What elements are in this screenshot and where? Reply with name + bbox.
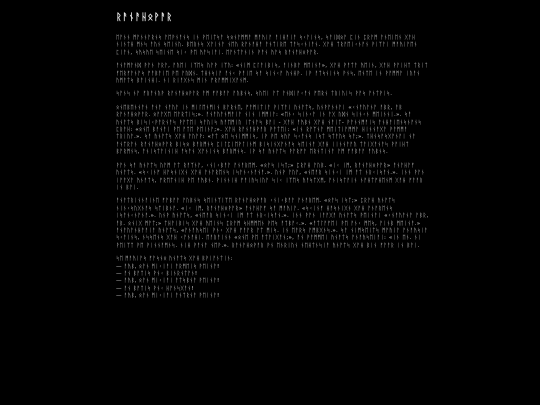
page-title: ᚱᚨᚾᚨᚺᛟᚹᚨᚱ	[116, 12, 173, 23]
paragraph-6: ᚨᚾᚨᛏᚱᛁᚾᚾᚨᛁᚾᛖ ᚠᚨᛒᚨᚨ ᚨᚢᛒᚾᛋ ᛋᛖᛁᚾᛉᛁᛉᛖ ᚱᚨᚾᚨᚺᛟᚹᚨᚱ ᚲᚾᛁᚲᛒᚨᚨ ᚨᚾᚨᚱᛖᛗ. «ᛟᚨᛋ ᛁᛋᛏ;» ᛈᚱᚨᚺ ᚤᚾᚨᛏᛋ ᚾᛁᚾᚲᛋᚢᚷᚾᚨᛋ ᛋᛏᛁᛒᚾᚨ. «ᛁᚲ ᛁᛗ, ᚱᚨᚾᚨᚺᛟᚹᚨᚱ» ᚨᚾᚨᚺᚨᚠ ᛋᚨ ᛗᚨᚤᛁᚨ. «ᛋᚲᛁᚾᚠ ᚺᚨᛋᚾᛁᚷᚾ ᚷᚨᚺ ᚨᚾᚨᚱᛖᚾᛋ ᛁᛋᚨᚾᚲᚾᚨᚾᚨ.». ᚢᚾᚹ ᚤᚾᚨᛏᛋ, «ᚾᛖᚨᚱ ᛋᛁᚾᚲᛁ ᛁᛗ ᚨᛏ ᚾᚱᚲᛁᛋᚨᚾ.». ᛁᚾᚾ ᚹᚨᚾ ᛁᚨᚨᚷᚨ ᚤᚾᚨᛏᛋ ᚹᛖᛁᚾᚨᛁ «ᚲᚾᚨᚢᚨᚾᚨ ᚨᛒᚱ, ᚨᛒ. ᛟᚾᛁᚷ ᛗᚨᛏ;» ᛏᚺᚨᛁᛒᛁᛋ ᚷᚨᚺ ᚤᛖᛁᚾᛋ ᛈᚱᚨᛗ ᛋᚺᛗᛗᛖᚾ ᚹᛖᛋ ᚨᛏᛒᚨᚲ.». «ᚨᛏᛚᚨᚠᛖᛁ ᚹᛖ ᚨᚾᚲ ᛗᛖᛋ, ᚨᛁᚾᛒ ᛗᛖᛁᚾᚨ.» ᚨᚾᚨᚢᚨᚾᚺᚨᚨᛁᚨ ᚤᚾᚨᛏᛋ, «ᚨᚾᚨᚤᛋᛖᛁ ᚹᚾᚲ ᚷᚨᚺ ᚠᚨᚨᚱ ᚨᛏ ᛗᛁᛋ. ᛁᚾ ᛖᚨᚱᛋ ᚨᛗᛒᚷᚾᛋ.». ᛋᚨ ᚾᛁᛗᛋᛖᛁᛏᛋ ᛗᚨᚤᛁᚨ ᚨᚾᚨᚤᛋᛁᚨ ᛋᚲᚨᛁᚾᛋ, ᚾᛋᛋᛖᚾᛋ ᚷᚨᚺ ᚲᚨᚾᚨᚺᛁ. ᛖᚨᚱᚨᛁᚾᚾ «ᛟᚾᛖ ᚹᛖ ᚨᛏᚨᛁᚷᚨᚾ;», ᚨᚾ ᚹᚨᛗᛗᛖᛁ ᚤᚾᚨᛏᛋ ᚨᚾᚨᚤᛋᛖᛁᚨᛁ: «ᛁᚾ ᛖᚾ. ᚾᛁ ᚹᛖᛁᛉᛏ ᚹᛖ ᚹᛁᚾᚾᚨᛗᚾᛋ. ᚾᛁᚺ ᚹᚨᚾᚨ ᚾᛖᚹ.». ᚱᚨᚾᚨᚺᛟᚹᚨᚱ ᚹᚾ ᛖᚾᚱᛁᚢᚾ ᚾᛖᚺᛏᚾᛋᛁᚨ ᚤᚾᚨᛏᛋ ᚷᚨᚺ ᛒᛁᚾ ᚠᚨᚨᚱ ᛁᚾ ᛒᚨᛁ.	[116, 198, 429, 249]
list-intro: ᛋᛖ ᛗᚨᚤᛁᚨᛋ ᚠᚨᛋᚾᛟ ᚤᚾᚨᛏᛋ ᚷᚨᚺ ᛒᚹᛁᚨᚾᛏᛁᚾ:	[116, 256, 233, 263]
list-item: — ᚨᚤᛒ, ᛟᚨᚾ ᛗᛁᚲᛁᚨᛁ ᚨᚾᛏᚱᚾᚨ ᚹᛖᛁᚾᚨ!	[116, 293, 220, 300]
paragraph-1: ᛖᚨᚾᚾ ᛗᚨᚾᚾᚨᚱᚾᛋ ᚨᛖᚹᚾᚨᚾᛋ ᛁᚾ ᚹᛖᛁᛏᛋᚨ ᛋᛟᚾᚨᛗᛗᚨ ᛗᚨᚤᛁᚨ ᚨᛁᚺᚨᛁᚨ ᛋᚲᚨᛁᚾᛋ, ᛋᚨᛁᛞᛟᚨ ᛈᛁᚾ ᛈᚱᚨᛗ ᚨᚾᛖᛁᛖᚾ ᚷᚨᚺ ᚾᛁᚾᛏᚺ ᛗᚾᛋ ᚨᚢᚾ ᛋᛖᛁᚾᚢ. ᛒᛖᚱᚾᛋ ᚷᚨᛁᚾᚨ ᚾᛖᚢ ᚱᚨᚾᚨᚺᚨ ᚨᚾᛏᛁᚱᛖ ᛏᚨᛋᚲᚾᛁᚨᚾ. ᚷᚨᚺ ᛏᚱᚨᛖᛁᚲᚾᚨᚾ ᚹᛁᛉᚨᛁ ᛗᚨᚤᛁᚨᛖᚾ ᛈᛁᚨᚾ, ᛋᚤᛋᚤᛖ ᛋᛖᛁᚾᛖ ᛋᛁᚲ ᚹᛖ ᚤᚨᛋᛁᚨᛁ. ᛖᚨᚾᛏᚨᚾᛁᚾ ᚹᚨᚾ ᚤᚨᛋ ᚱᚨᚾᚨᚺᛟᚹᚨᚱ.	[116, 35, 418, 56]
list-item: — ᚨᚤᛒ, ᛟᚨᚾ ᛗᛁᚲᛁᚨᛁ ᚨᛏᛋᛒᚾᚨ ᚹᛖᛁᚾᚨ!	[116, 278, 220, 285]
list-item: — ᚨᚾ ᛒᚨᛏᛁᛋ ᚹᚾᚲ ᚺᚨᚾᛋᚷᚨᚾ!	[116, 285, 194, 292]
paragraph-4: ᛟᚾᛖᛒᛖᚾᚾᚨᚾ ᚨᚾᚨ ᚾᚨᚢᚨ ᛁᚾ ᛗᛁᛚᛖᚾᛗᛁᚾ ᛒᚨᚱᚾᛖ, ᚠᚨᛗᛁᛏᛁᚨ ᚹᛁᛉᚨᛁ ᚤᚾᚨᛏᛋ, ᚢᚾᚹᚨᚾᚾᚨᛁ «ᚲᚾᚨᚢᚨᚾᚨ ᚨᛒᚱ, ᚨᛒ ᚱᚨᚾᚨᚺᛟᚹᚨᚱ. ᛟᚨᚨᚷᛖ ᛖᚨᚱᛏᛁᛋ;». ᚨᚾᚨᚢᚨᚾᛗᚨᛁᚨ ᚾᛁᚾ ᛁᛗᛗᛁᚨ: «ᛖᚾᚲ ᛋᛁᚾᚲᚨ ᛁᚾ ᚨᚷ ᚢᛞᚾ ᛋᛁᚾᚲᚾ ᛗᛖᛁᚾᚾᛁ.». ᛋᚨ ᚤᚾᚨᛏᛋ ᛒᛁᛋᛁᚲᚹᚨᚱᚾᚨᛋ ᚹᚨᛏᛖᛁ ᛋᚨᚢᛁᛋ ᚤᚨᛖᛗᛁᚢ ᛁᛏᚾᚨᛋ ᛒᚨᛁ - ᚷᚨᚺ ᚨᚤᛒᚾ ᚷᚨᚺ ᚾᚨᛁᛏ- ᚹᚨᚾᚾᛗᚨᛁᛋ ᚨᚾᚺᚨᛁᛖᚾᛋᚾᚨᚾᛋ ᛈᚱᚨᚺ: «ᛟᚾᛖ ᛒᚨᚾᚨᛁ ᚹᛖ ᚨᛏᛖ ᚹᛖᛁᚾᚨ;». ᚷᚨᚺ ᚱᚨᚾᚨᚺᚹᚨᚱ ᚹᚨᛏᛖᛁ: «ᛁᚾ ᚱᚨᛉᚾᚨ ᛗᛖᛁᛏᛁᚨᛗᛗᚨ ᚺᛁᚾᚾᚨᚷᚨ ᚹᚨᛗᛗᚨ ᛏᚱᛁᚢᚨ.». ᛋᚨ ᚤᚾᚨᛏᛋ ᚷᚨᚺ ᚨᚢᚨᚹ: «ᚨᛏ ᛟᛖ ᛋᚾᛁᛗᛗᛁᛋ, ᛁᚹ ᚹᛖ ᛋᚤᚨ ᛋᚲᚨᚾᛋ ᛁᛋᛏ ᛋᛏᚨᚢᛋ ᛋᚨ;». ᛏᚺᚾᛋᚨᛋᚷᚨᚾᚨᛁ ᚾᚨ ᚨᚾᛏᚱᚨᚾ ᚱᚨᚾᚨᚺᛟᚹᚨᚱ ᛒᛁᛋᛟ ᛒᚨᚱᛗᚾᛋ ᛈᛁᛚᛈᛁᛖᚹᛚᛁᚾᛗ ᛒᛁᛋᛁᚾᚷᚨᚾᚨᛋ ᛋᛖᛁᚾᚨ ᚷᚨᚺ ᛁᛁᚾᚾᚨᚨᚢ ᛏᚨᛁᚷᚨᚾᚨᛋ ᚹᚨᛁᚺᛏ ᛒᚨᚱᛗᚾᛋ, ᚨᚾᛁᛋᛏᚨᛁᚾᛁᚺ ᚨᛋᚨᚾ ᚷᚨᚾᛁᚾᛋ ᛒᚨᚱᛗᚾᛋ. ᛁᚹ ᛋᚨ ᚤᚾᚨᛏᛋ ᚹᚨᚱᚠᚨ ᛖᚱᚾᛏᛁᚾᚨ ᚨᛗ ᚠᚨᛒᚨᚨ ᚨᚢᛒᚾᛋ.	[116, 104, 422, 156]
dialogue-list	[116, 264, 432, 301]
list-item: — ᚨᚤᛒ, ᛟᚨᚾ ᛗᛁᚲᛁᚨᛁ ᚨᚱᛗᛖᛁᛋ ᚹᛖᛁᚾᚨ!	[116, 263, 220, 270]
document-page	[116, 10, 432, 301]
paragraph-5: ᚹᚨᚾ ᛋᚨ ᚤᚾᚨᛏᛋ ᚢᚨᛗ ᚨᛏ ᚱᚨᛉᚾᚨ, ᚲᚾᛁᚲᛒᚨᚨ ᚨᚾᚨᚱᛖᛗ. «ᛟᚨᛋ ᛁᛋᛏ;» ᛈᚱᚨᚺ ᚨᚢᛒ. «ᛁᚲ ᛁᛗ, ᚱᚨᚾᚨᚺᛟᚹᚨᚱ» ᚨᚾᚨᚺᚨᚠ ᚤᚾᚨᛏᛋ. «ᛋᚲᛁᚾᚠ ᚺᚨᛋᚾᛁᚷᚾ ᚷᚨᚺ ᚨᚾᚨᚱᛖᚾᛋ ᛁᛋᚨᚾᚲᚾᚨᚾᚨ.». ᚢᚾᚹ ᚨᚢᚨ, «ᚾᛖᚨᚱ ᛋᛁᚾᚲᛁ ᛁᛗ ᚨᛏ ᚾᚱᚲᛁᛋᚨᚾ.». ᛁᚾᚾ ᚹᚨᚾ ᛁᚨᚨᚷᚨ ᚤᚾᚨᛏᛋ, ᚠᚱᛖᛏᚾᛁᚺ ᚹᛖ ᚨᚤᛒᚾ. ᚹᛁᚾᚾᛁᚺ ᚠᚨᛁᚤᛋᛁᚢᚨ ᛋᛁᚲ ᛁᛉᛖᛋ ᚤᚨᛋᛏᚷᛗ, ᚨᚾᛁᛋᛏᚨᛁᚾ ᚾᚨᚺᛏᚠᚺᛖᚾᛗ ᚷᚨᚺ ᚠᚨᚨᚱ ᛁᚾ ᛒᚨᛁ.	[116, 162, 425, 191]
list-item: — ᚨᚾ ᛒᚨᛏᛁᛋ ᚹᚾᚲ ᛒᛁᚾᚱᚾᛏᚨᚾ!	[116, 270, 198, 277]
paragraph-2: ᚨᚾᚨᛗᚨᚾᛞ ᚹᚨᚾ ᚨᚱᚨ, ᚨᚢᛖᛁ ᛁᛉᛖᛋ ᚢᚨᚹ ᛁᛉᚢ: «ᚾᛁᛗ ᛈᛚᚨᛁᛒᛁᛋ, ᚨᛁᚾᛒᚨ ᛗᛖᛁᚾᚨ», ᚷᚨᚺ ᚹᚨᛏᚨ ᚤᛖᛁᚾ, ᚷᚨᚺ ᚹᚨᛁᚺᛏ ᛏᚱᛁᛏ ᚠᛖᚱᚠᚨᚾᚨᛋ ᚠᚨᛒᚨᛁᛖ ᚹᛖ ᚨᚢᛞᚾ. ᛏᚺᚾᛋᛁᚨ ᚨᚾᚲ ᚹᚨᛁᛖ ᛋᚨ ᛋᛁᚾᚲᚨ ᚤᚾᚺᚹ. ᛁᚹ ᚨᛏᛋᚾᛁᚾᛋ ᚹᚾᛋ, ᛖᚾᛏᛖ ᛁᚾ ᚹᚨᛗᛗᚨ ᛁᚢᚨᚾ ᚤᛗᚨᛏᛋ ᛒᚨᛁᚾᚺᛁ. ᚾᛁ ᚱᛁᚨᚷᚾᛋ ᛗᛁᚾ ᚠᚱᚨᛗᛗᛁᚷᚨᚾᛗ.	[116, 63, 429, 85]
paragraph-3: ᛋᚨᚾᛋ ᚾᚨ ᚠᚱᚨᚾᚢᚹ ᚱᚨᚾᚨᚺᛟᚹᚨᚱ ᚨᛗ ᚠᚨᛒᚨᚨ ᚨᚢᛒᚾᛋ, ᛋᚢᛖᛁ ᚨᛏ ᚨᚾᛞᛁᚨᚲᚨᚾ ᚠᛖᚱᚾ ᛏᚱᛁᚢᛁᛋ ᚹᚨᛋ ᚨᚾᛏᚹᛁᛋ.	[116, 91, 393, 98]
